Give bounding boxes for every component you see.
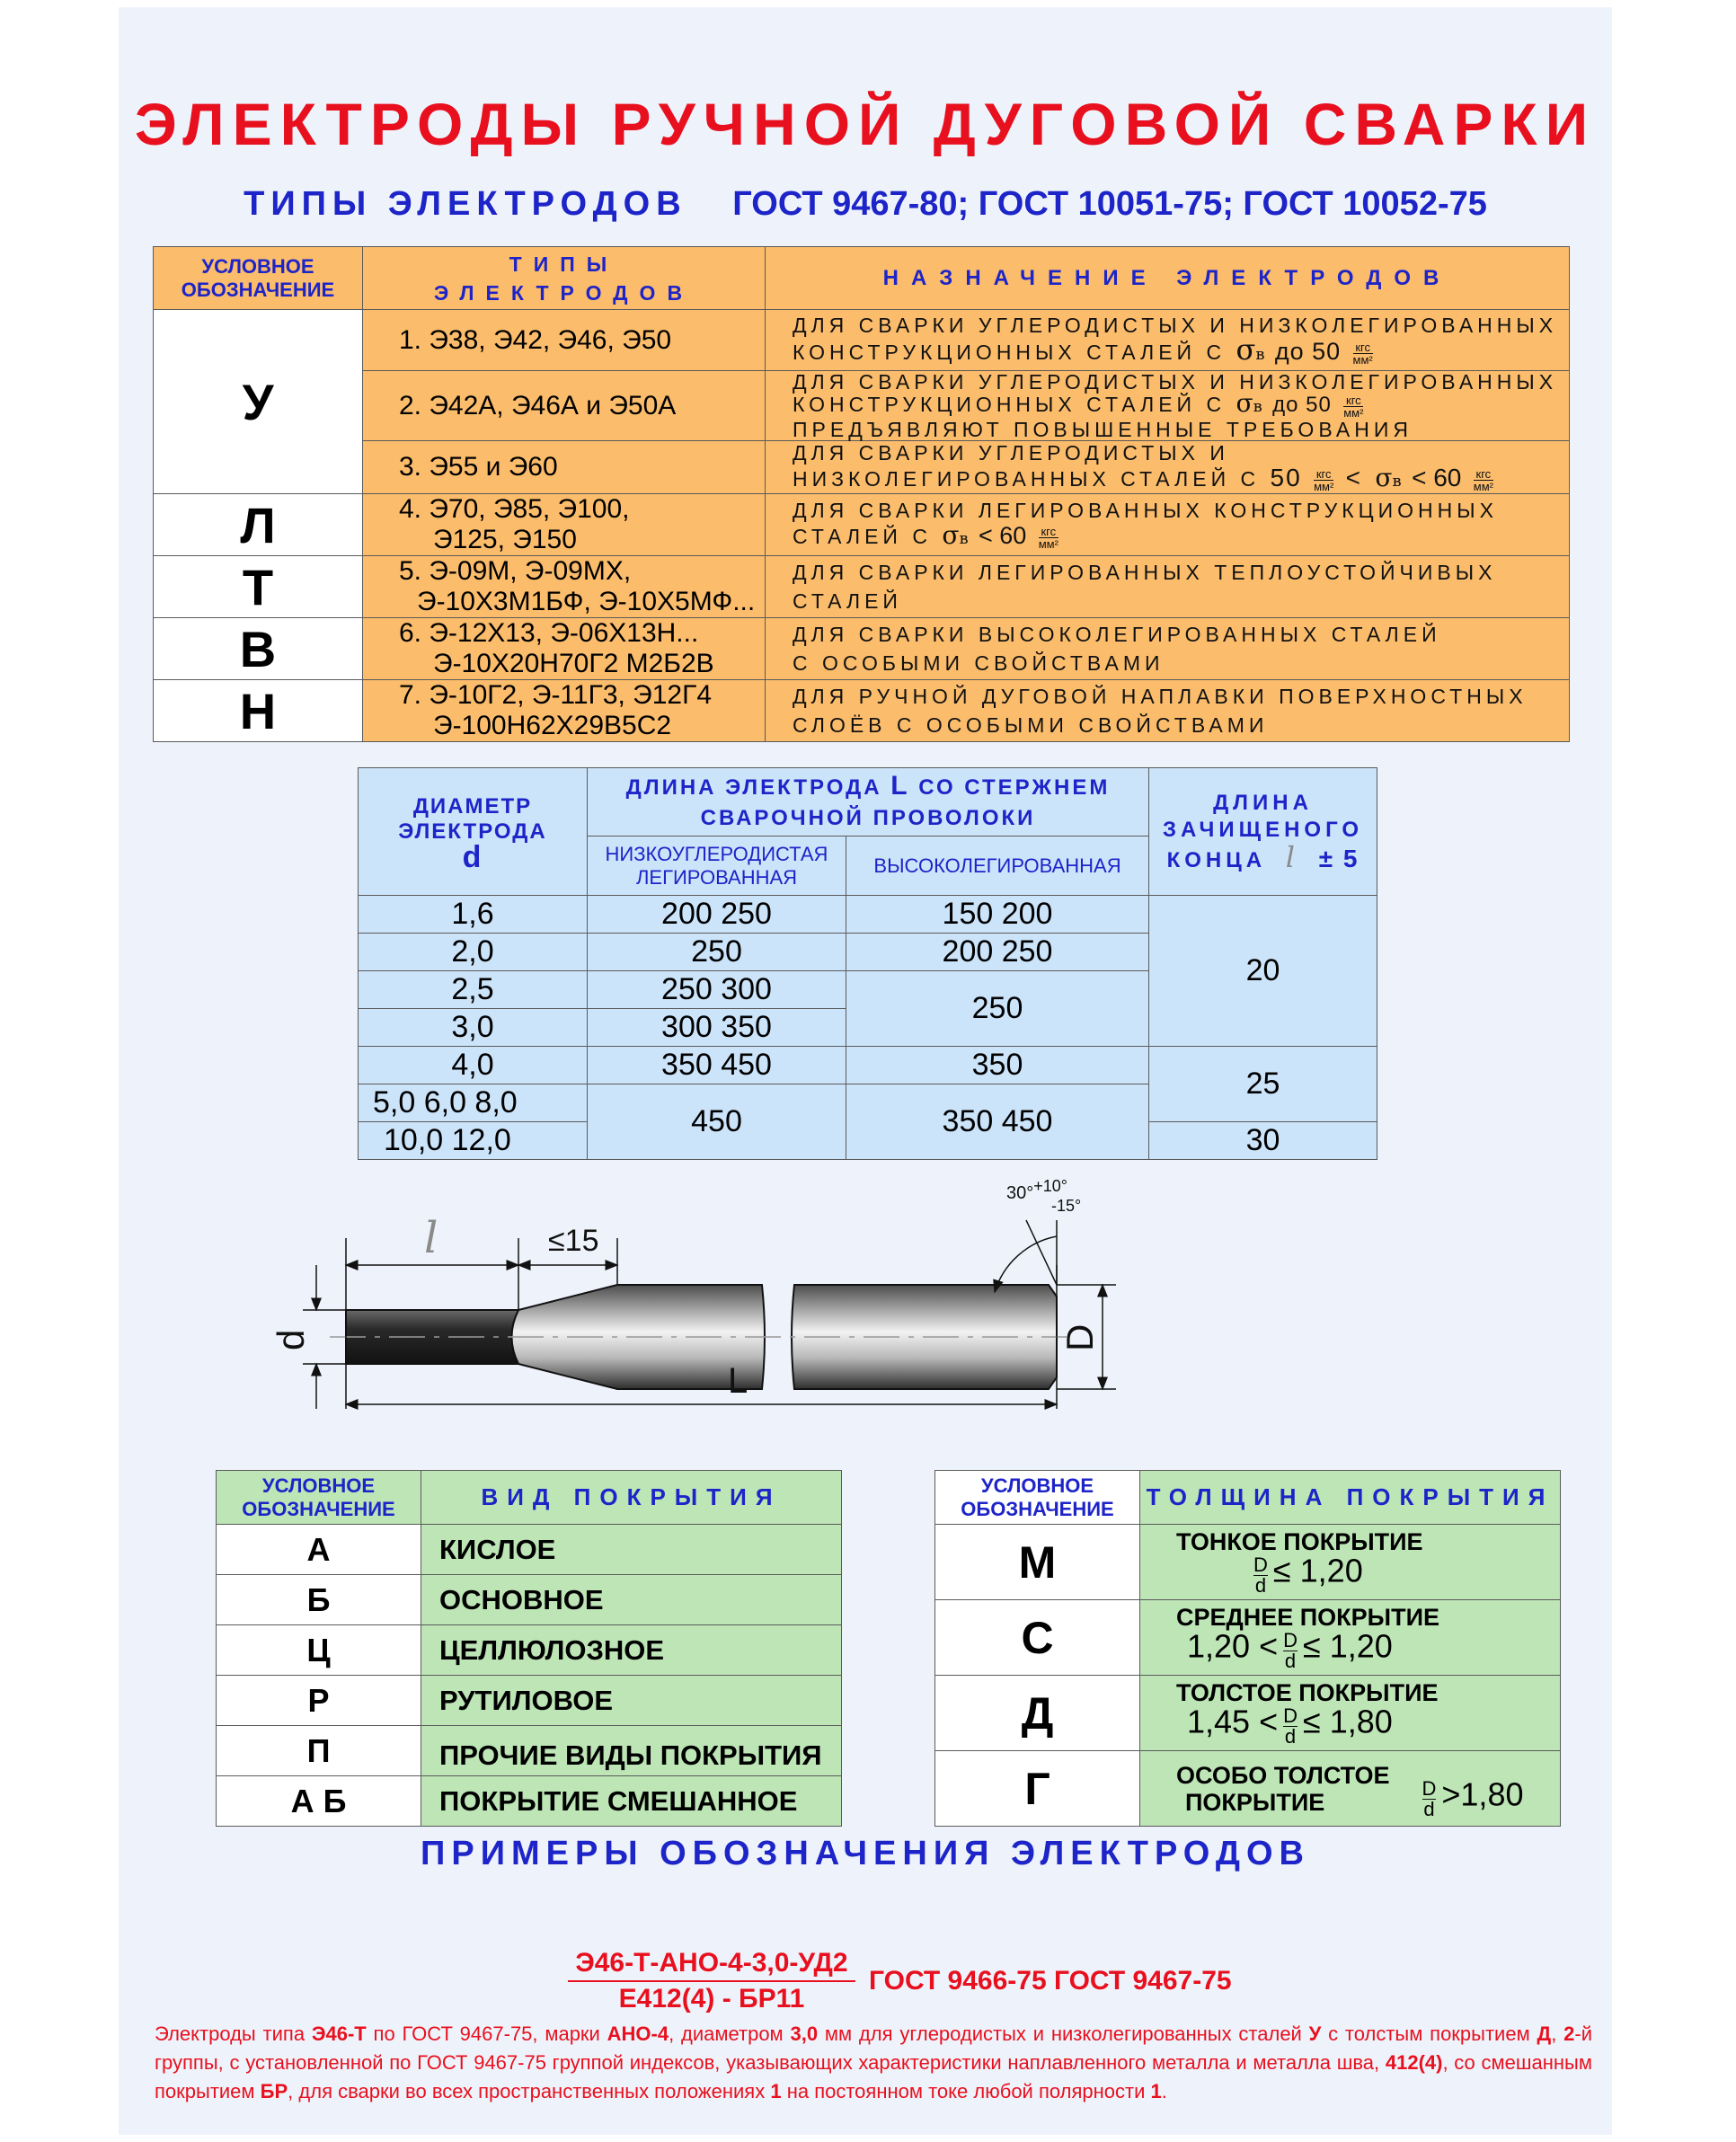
diameter-cell: 10,0 12,0 — [359, 1122, 588, 1160]
header-code: УСЛОВНОЕ ОБОЗНАЧЕНИЕ — [217, 1471, 421, 1525]
examples-title: ПРИМЕРЫ ОБОЗНАЧЕНИЯ ЭЛЕКТРОДОВ — [421, 1835, 1310, 1872]
dimension-L-label: L — [728, 1361, 748, 1401]
cover-name: КИСЛОЕ — [421, 1525, 842, 1575]
purpose-cell: ДЛЯ СВАРКИ УГЛЕРОДИСТЫХ И НИЗКОЛЕГИРОВАННЫХ КОНСТРУКЦИОННЫХ СТАЛЕЙ С σв до 50 $\frac{\text{кгс}}{\text{мм²}}$ — [766, 310, 1570, 371]
length-low-cell: 200 250 — [588, 896, 846, 934]
description-fragment: 1 — [770, 2080, 782, 2102]
thickness-code: М — [935, 1525, 1140, 1600]
description-fragment: БР — [260, 2080, 288, 2102]
description-fragment: , со смешанным покрытием — [155, 2051, 1592, 2102]
cover-thickness-table — [934, 1470, 1561, 1827]
angle-tolerance-minus: -15° — [1051, 1197, 1082, 1215]
example-code-bottom: Е412(4) - БР11 — [618, 1984, 805, 2014]
types-cell: 6. Э-12Х13, Э-06Х13Н... Э-10Х20Н70Г2 М2Б2В — [363, 618, 766, 680]
diameter-cell: 4,0 — [359, 1047, 588, 1084]
code-cell: У — [154, 310, 363, 494]
header-low-alloy: НИЗКОУГЛЕРОДИСТАЯ ЛЕГИРОВАННАЯ — [588, 836, 846, 896]
thickness-cell: СРЕДНЕЕ ПОКРЫТИЕ 1,20 < $\frac{D}{d}$ ≤ 1,20 — [1140, 1600, 1561, 1676]
description-fragment: 2 — [1563, 2023, 1575, 2045]
length-high-cell: 350 450 — [846, 1084, 1149, 1160]
thickness-cell: ТОЛСТОЕ ПОКРЫТИЕ 1,45 < $\frac{D}{d}$ ≤ 1,80 — [1140, 1676, 1561, 1751]
length-high-cell: 150 200 — [846, 896, 1149, 934]
cover-code: Р — [217, 1676, 421, 1726]
diameter-cell: 3,0 — [359, 1009, 588, 1047]
description-fragment: 412(4) — [1385, 2051, 1443, 2074]
cover-code: А Б — [217, 1776, 421, 1827]
types-cell: 5. Э-09М, Э-09МХ, Э-10Х3М1БФ, Э-10Х5МФ... — [363, 556, 766, 618]
description-fragment: , для сварки во всех пространственных положениях — [288, 2080, 771, 2102]
header-purpose: НАЗНАЧЕНИЕ ЭЛЕКТРОДОВ — [766, 247, 1570, 310]
description-fragment: , диаметром — [669, 2023, 791, 2045]
thickness-code: Д — [935, 1676, 1140, 1751]
length-low-cell: 250 300 — [588, 971, 846, 1009]
cover-name: ПОКРЫТИЕ СМЕШАННОЕ — [421, 1776, 842, 1827]
diameter-cell: 2,0 — [359, 934, 588, 971]
electrode-dimensions-table — [358, 767, 1377, 1160]
electrode-drawing — [119, 1166, 1612, 1463]
length-low-cell: 300 350 — [588, 1009, 846, 1047]
description-fragment: У — [1308, 2023, 1322, 2045]
poster — [119, 7, 1612, 2135]
description-fragment: АНО-4 — [607, 2023, 669, 2045]
length-low-cell: 450 — [588, 1084, 846, 1160]
header-end-length: ДЛИНА ЗАЧИЩЕНОГО КОНЦА l ± 5 — [1149, 768, 1377, 896]
electrode-types-table — [153, 246, 1570, 742]
header-code: УСЛОВНОЕ ОБОЗНАЧЕНИЕ — [935, 1471, 1140, 1525]
length-high-cell: 250 — [846, 971, 1149, 1047]
purpose-cell: ДЛЯ СВАРКИ ЛЕГИРОВАННЫХ ТЕПЛОУСТОЙЧИВЫХ СТАЛЕЙ — [766, 556, 1570, 618]
length-low-cell: 250 — [588, 934, 846, 971]
diameter-cell: 1,6 — [359, 896, 588, 934]
description-fragment: 3,0 — [790, 2023, 819, 2045]
types-cell: 3. Э55 и Э60 — [363, 441, 766, 494]
end-length-cell: 30 — [1149, 1122, 1377, 1160]
types-cell: 2. Э42А, Э46А и Э50А — [363, 371, 766, 441]
example-description — [155, 2020, 1592, 2106]
types-cell: 4. Э70, Э85, Э100, Э125, Э150 — [363, 494, 766, 556]
angle-label: 30°+10° — [1006, 1177, 1067, 1203]
code-cell: Л — [154, 494, 363, 556]
code-cell: В — [154, 618, 363, 680]
thickness-cell: ТОНКОЕ ПОКРЫТИЕ $\frac{D}{d}$ ≤ 1,20 — [1140, 1525, 1561, 1600]
dimension-D-label: D — [1058, 1323, 1101, 1351]
code-cell: Н — [154, 680, 363, 742]
description-fragment: Электроды типа — [155, 2023, 312, 2045]
code-cell: Т — [154, 556, 363, 618]
diameter-cell: 2,5 — [359, 971, 588, 1009]
bare-rod-end — [346, 1310, 518, 1364]
page-subtitle — [119, 185, 1612, 224]
header-types: ТИПЫ ЭЛЕКТРОДОВ — [363, 247, 766, 310]
length-high-cell: 200 250 — [846, 934, 1149, 971]
types-cell: 1. Э38, Э42, Э46, Э50 — [363, 310, 766, 371]
description-fragment: мм для углеродистых и низколегированных сталей — [818, 2023, 1309, 2045]
description-fragment: по ГОСТ 9467-75, марки — [366, 2023, 607, 2045]
cover-name: ПРОЧИЕ ВИДЫ ПОКРЫТИЯ — [421, 1726, 842, 1776]
subtitle-left: ТИПЫ ЭЛЕКТРОДОВ — [244, 185, 687, 223]
description-fragment: -й группы, с установленной по ГОСТ 9467-75 группой индексов, указывающих характеристики наплавленного металла и металла шва, — [155, 2023, 1592, 2074]
purpose-cell: ДЛЯ СВАРКИ ВЫСОКОЛЕГИРОВАННЫХ СТАЛЕЙ С ОСОБЫМИ СВОЙСТВАМИ — [766, 618, 1570, 680]
header-cover-type: ВИД ПОКРЫТИЯ — [421, 1471, 842, 1525]
thickness-code: С — [935, 1600, 1140, 1676]
header-thickness: ТОЛЩИНА ПОКРЫТИЯ — [1140, 1471, 1561, 1525]
purpose-cell: ДЛЯ РУЧНОЙ ДУГОВОЙ НАПЛАВКИ ПОВЕРХНОСТНЫХ СЛОЁВ С ОСОБЫМИ СВОЙСТВАМИ — [766, 680, 1570, 742]
page-title: ЭЛЕКТРОДЫ РУЧНОЙ ДУГОВОЙ СВАРКИ — [134, 91, 1597, 157]
description-fragment: 1 — [1150, 2080, 1162, 2102]
purpose-cell: ДЛЯ СВАРКИ УГЛЕРОДИСТЫХ И НИЗКОЛЕГИРОВАННЫХ СТАЛЕЙ С 50 $\frac{\text{кгс}}{\text{мм²}}$ < σв < 60 $\frac{\text{кгс}}{\text{мм²}}$ — [766, 441, 1570, 494]
end-length-cell: 20 — [1149, 896, 1377, 1047]
cover-type-table — [216, 1470, 842, 1827]
length-low-cell: 350 450 — [588, 1047, 846, 1084]
example-gost: ГОСТ 9466-75 ГОСТ 9467-75 — [869, 1966, 1232, 1996]
description-fragment: с толстым покрытием — [1321, 2023, 1537, 2045]
cover-code: П — [217, 1726, 421, 1776]
purpose-cell: ДЛЯ СВАРКИ УГЛЕРОДИСТЫХ И НИЗКОЛЕГИРОВАННЫХ КОНСТРУКЦИОННЫХ СТАЛЕЙ С σв до 50 $\frac{\text{кгс}}{\text{мм²}}$ ПРЕДЪЯВЛЯЮТ ПОВЫШЕННЫЕ ТРЕБОВАНИЯ — [766, 371, 1570, 441]
example-code-top: Э46-Т-АНО-4-3,0-УД2 — [568, 1948, 855, 1982]
length-high-cell: 350 — [846, 1047, 1149, 1084]
example-designation — [568, 1948, 855, 2014]
subtitle-gost: ГОСТ 9467-80; ГОСТ 10051-75; ГОСТ 10052-75 — [732, 185, 1487, 223]
cover-name: РУТИЛОВОЕ — [421, 1676, 842, 1726]
purpose-cell: ДЛЯ СВАРКИ ЛЕГИРОВАННЫХ КОНСТРУКЦИОННЫХ СТАЛЕЙ С σв < 60 $\frac{\text{кгс}}{\text{мм²}}$ — [766, 494, 1570, 556]
description-fragment: , — [1551, 2023, 1564, 2045]
description-fragment: . — [1161, 2080, 1167, 2102]
header-high-alloy: ВЫСОКОЛЕГИРОВАННАЯ — [846, 836, 1149, 896]
types-cell: 7. Э-10Г2, Э-11Г3, Э12Г4 Э-100Н62Х29В5С2 — [363, 680, 766, 742]
header-code: УСЛОВНОЕ ОБОЗНАЧЕНИЕ — [154, 247, 363, 310]
dimension-d-label: d — [270, 1329, 312, 1350]
description-fragment: на постоянном токе любой полярности — [781, 2080, 1151, 2102]
end-length-cell: 25 — [1149, 1047, 1377, 1122]
dimension-taper-label: ≤15 — [548, 1224, 599, 1258]
dimension-l-label: l — [424, 1213, 438, 1263]
cover-code: Б — [217, 1575, 421, 1625]
header-diameter: ДИАМЕТР ЭЛЕКТРОДА d — [359, 768, 588, 896]
thickness-code: Г — [935, 1751, 1140, 1827]
cover-name: ОСНОВНОЕ — [421, 1575, 842, 1625]
thickness-cell: ОСОБО ТОЛСТОЕ ПОКРЫТИЕ $\frac{D}{d}$ >1,80 — [1140, 1751, 1561, 1827]
header-length: ДЛИНА ЭЛЕКТРОДА L СО СТЕРЖНЕМ СВАРОЧНОЙ ПРОВОЛОКИ — [588, 768, 1149, 836]
diameter-cell: 5,0 6,0 8,0 — [359, 1084, 588, 1122]
description-fragment: Э46-Т — [311, 2023, 367, 2045]
description-fragment: Д — [1537, 2023, 1552, 2045]
cover-code: А — [217, 1525, 421, 1575]
cover-name: ЦЕЛЛЮЛОЗНОЕ — [421, 1625, 842, 1676]
cover-code: Ц — [217, 1625, 421, 1676]
